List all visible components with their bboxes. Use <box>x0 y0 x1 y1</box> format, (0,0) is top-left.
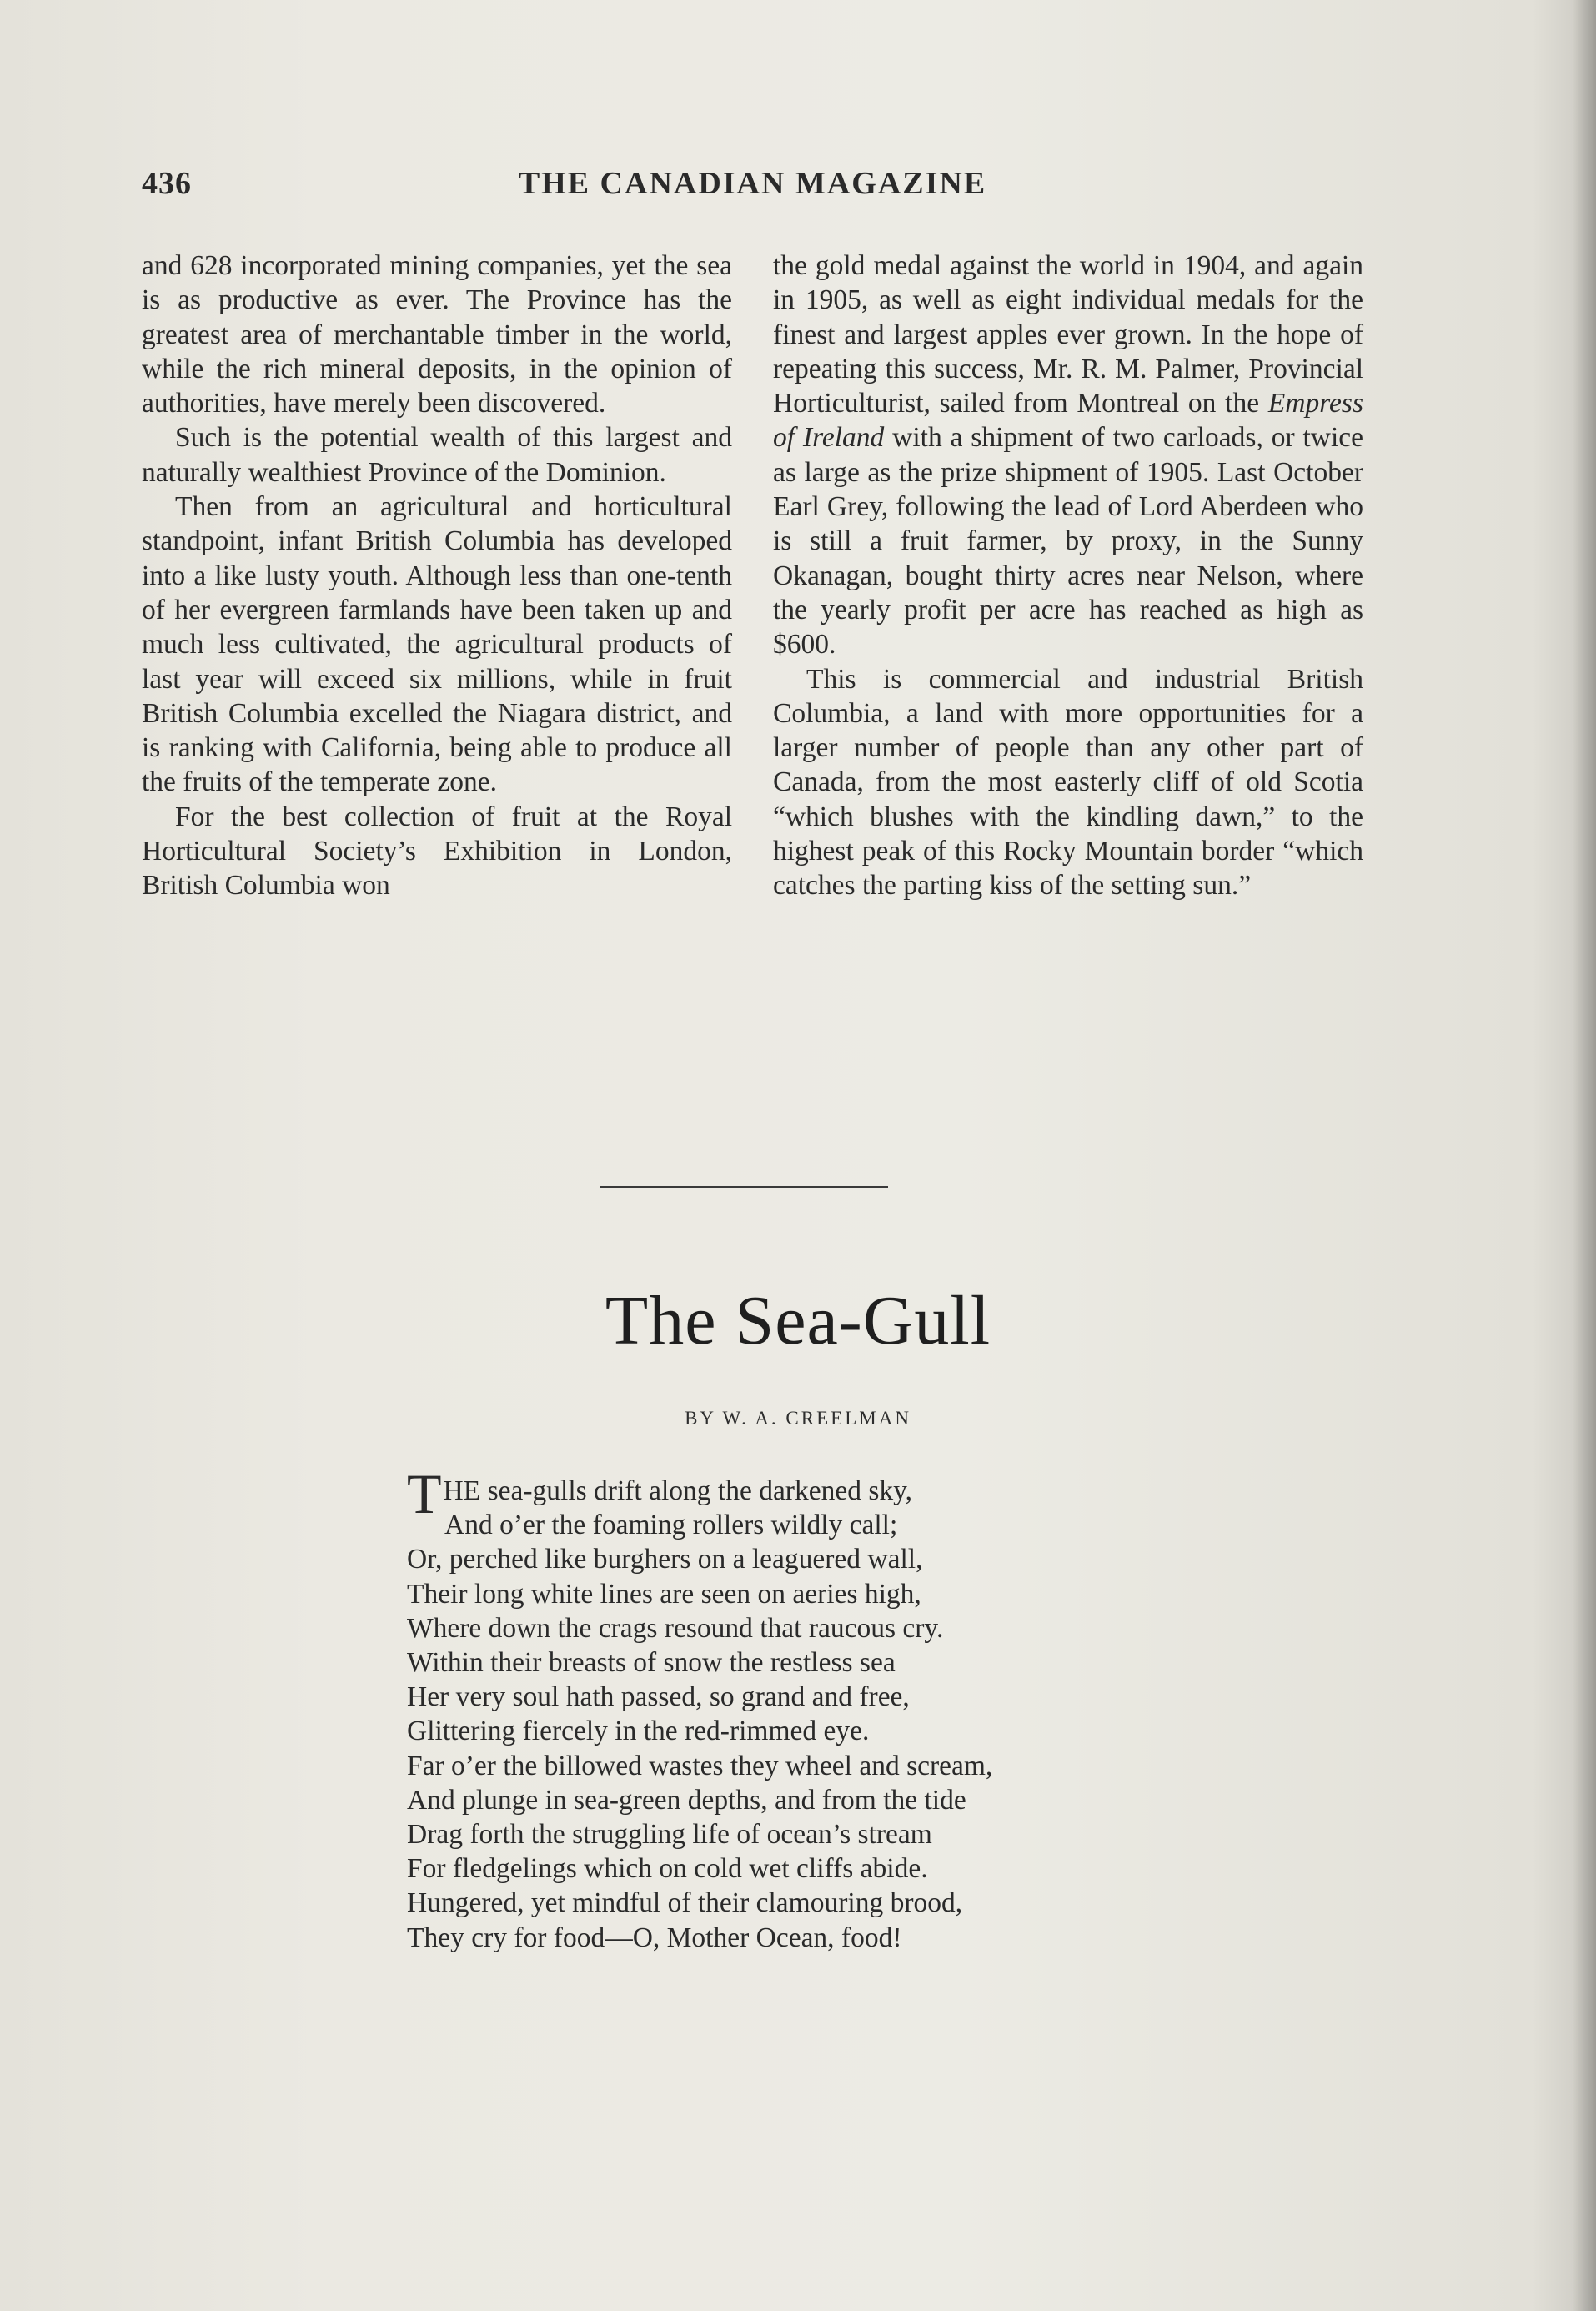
paragraph-text: with a shipment of two carloads, or twice as large as the prize shipment of 1905. Last October Earl Grey, following the lead of Lord Aberdeen who is still a fruit farmer, by proxy, in the Sunny Okanagan, bought thirty acres near Nelson, where the yearly profit per acre has reached as high as $600. <box>773 422 1364 661</box>
poem-line: Or, perched like burghers on a leaguered wall, <box>407 1544 923 1575</box>
paragraph: This is commercial and industrial British Columbia, a land with more opportunities for a larger number of people than any other part of Canada, from the most easterly cliff of old Scotia “which blushes with the kindling dawn,” to the highest peak of this Rocky Mountain border “which catches the parting kiss of the setting sun.” <box>773 663 1363 902</box>
poem-title: The Sea-Gull <box>605 1282 991 1359</box>
poem-first-line-text: HE sea-gulls drift along the darkened sky, <box>443 1475 913 1506</box>
poem-line: Within their breasts of snow the restless sea <box>407 1647 896 1679</box>
page-header <box>142 165 1363 207</box>
section-divider <box>600 1186 888 1188</box>
running-head: THE CANADIAN MAGAZINE <box>518 166 987 201</box>
poem-body <box>407 1462 1241 1955</box>
paragraph <box>773 249 1363 662</box>
poem-line: Drag forth the struggling life of ocean’s stream <box>407 1819 932 1851</box>
paragraph: Then from an agricultural and horticultural standpoint, infant British Columbia has developed into a like lusty youth. Although less than one-tenth of her evergreen farmlands have been taken up and much less cultivated, the agricultural products of last year will exceed six millions, while in fruit British Columbia excelled the Niagara district, and is ranking with California, being able to produce all the fruits of the temperate zone. <box>142 491 732 798</box>
poem-line: Their long white lines are seen on aeries high, <box>407 1578 921 1610</box>
article-columns <box>142 249 1363 903</box>
page-edge-shadow <box>1573 0 1596 2311</box>
left-column <box>142 249 732 903</box>
poem-line <box>407 1462 1241 1525</box>
page-number: 436 <box>142 166 192 201</box>
paragraph: Such is the potential wealth of this largest and naturally wealthiest Province of the Dominion. <box>142 422 732 488</box>
paragraph: For the best collection of fruit at the Royal Horticultural Society’s Exhibition in London, British Columbia won <box>142 801 732 902</box>
poem-line: Her very soul hath passed, so grand and free, <box>407 1681 910 1713</box>
poem-line: Glittering fiercely in the red-rimmed eye. <box>407 1716 870 1747</box>
poem-line: And o’er the foaming rollers wildly call; <box>444 1510 898 1541</box>
poem-line: For fledgelings which on cold wet cliffs abide. <box>407 1853 928 1885</box>
paragraph: and 628 incorporated mining companies, yet the sea is as productive as ever. The Province has the greatest area of merchantable timber in the world, while the rich mineral deposits, in the opinion of authorities, have merely been discovered. <box>142 250 732 419</box>
poem-line: Where down the crags resound that raucous cry. <box>407 1612 944 1644</box>
poem-line: They cry for food—O, Mother Ocean, food! <box>407 1922 902 1953</box>
poem-line: And plunge in sea-green depths, and from the tide <box>407 1784 966 1816</box>
drop-cap: T <box>407 1462 442 1525</box>
right-column <box>773 249 1363 903</box>
poem-line: Hungered, yet mindful of their clamouring brood, <box>407 1887 963 1919</box>
poem-byline: BY W. A. CREELMAN <box>685 1408 911 1429</box>
paragraph-text: the gold medal against the world in 1904, and again in 1905, as well as eight individual medals for the finest and largest apples ever grown. In the hope of repeating this success, Mr. R. M. Palmer, Provincial Horticulturist, sailed from Montreal on the <box>773 250 1363 419</box>
poem-line: Far o’er the billowed wastes they wheel and scream, <box>407 1750 993 1781</box>
ship-name: Empress of Ireland <box>773 388 1363 454</box>
